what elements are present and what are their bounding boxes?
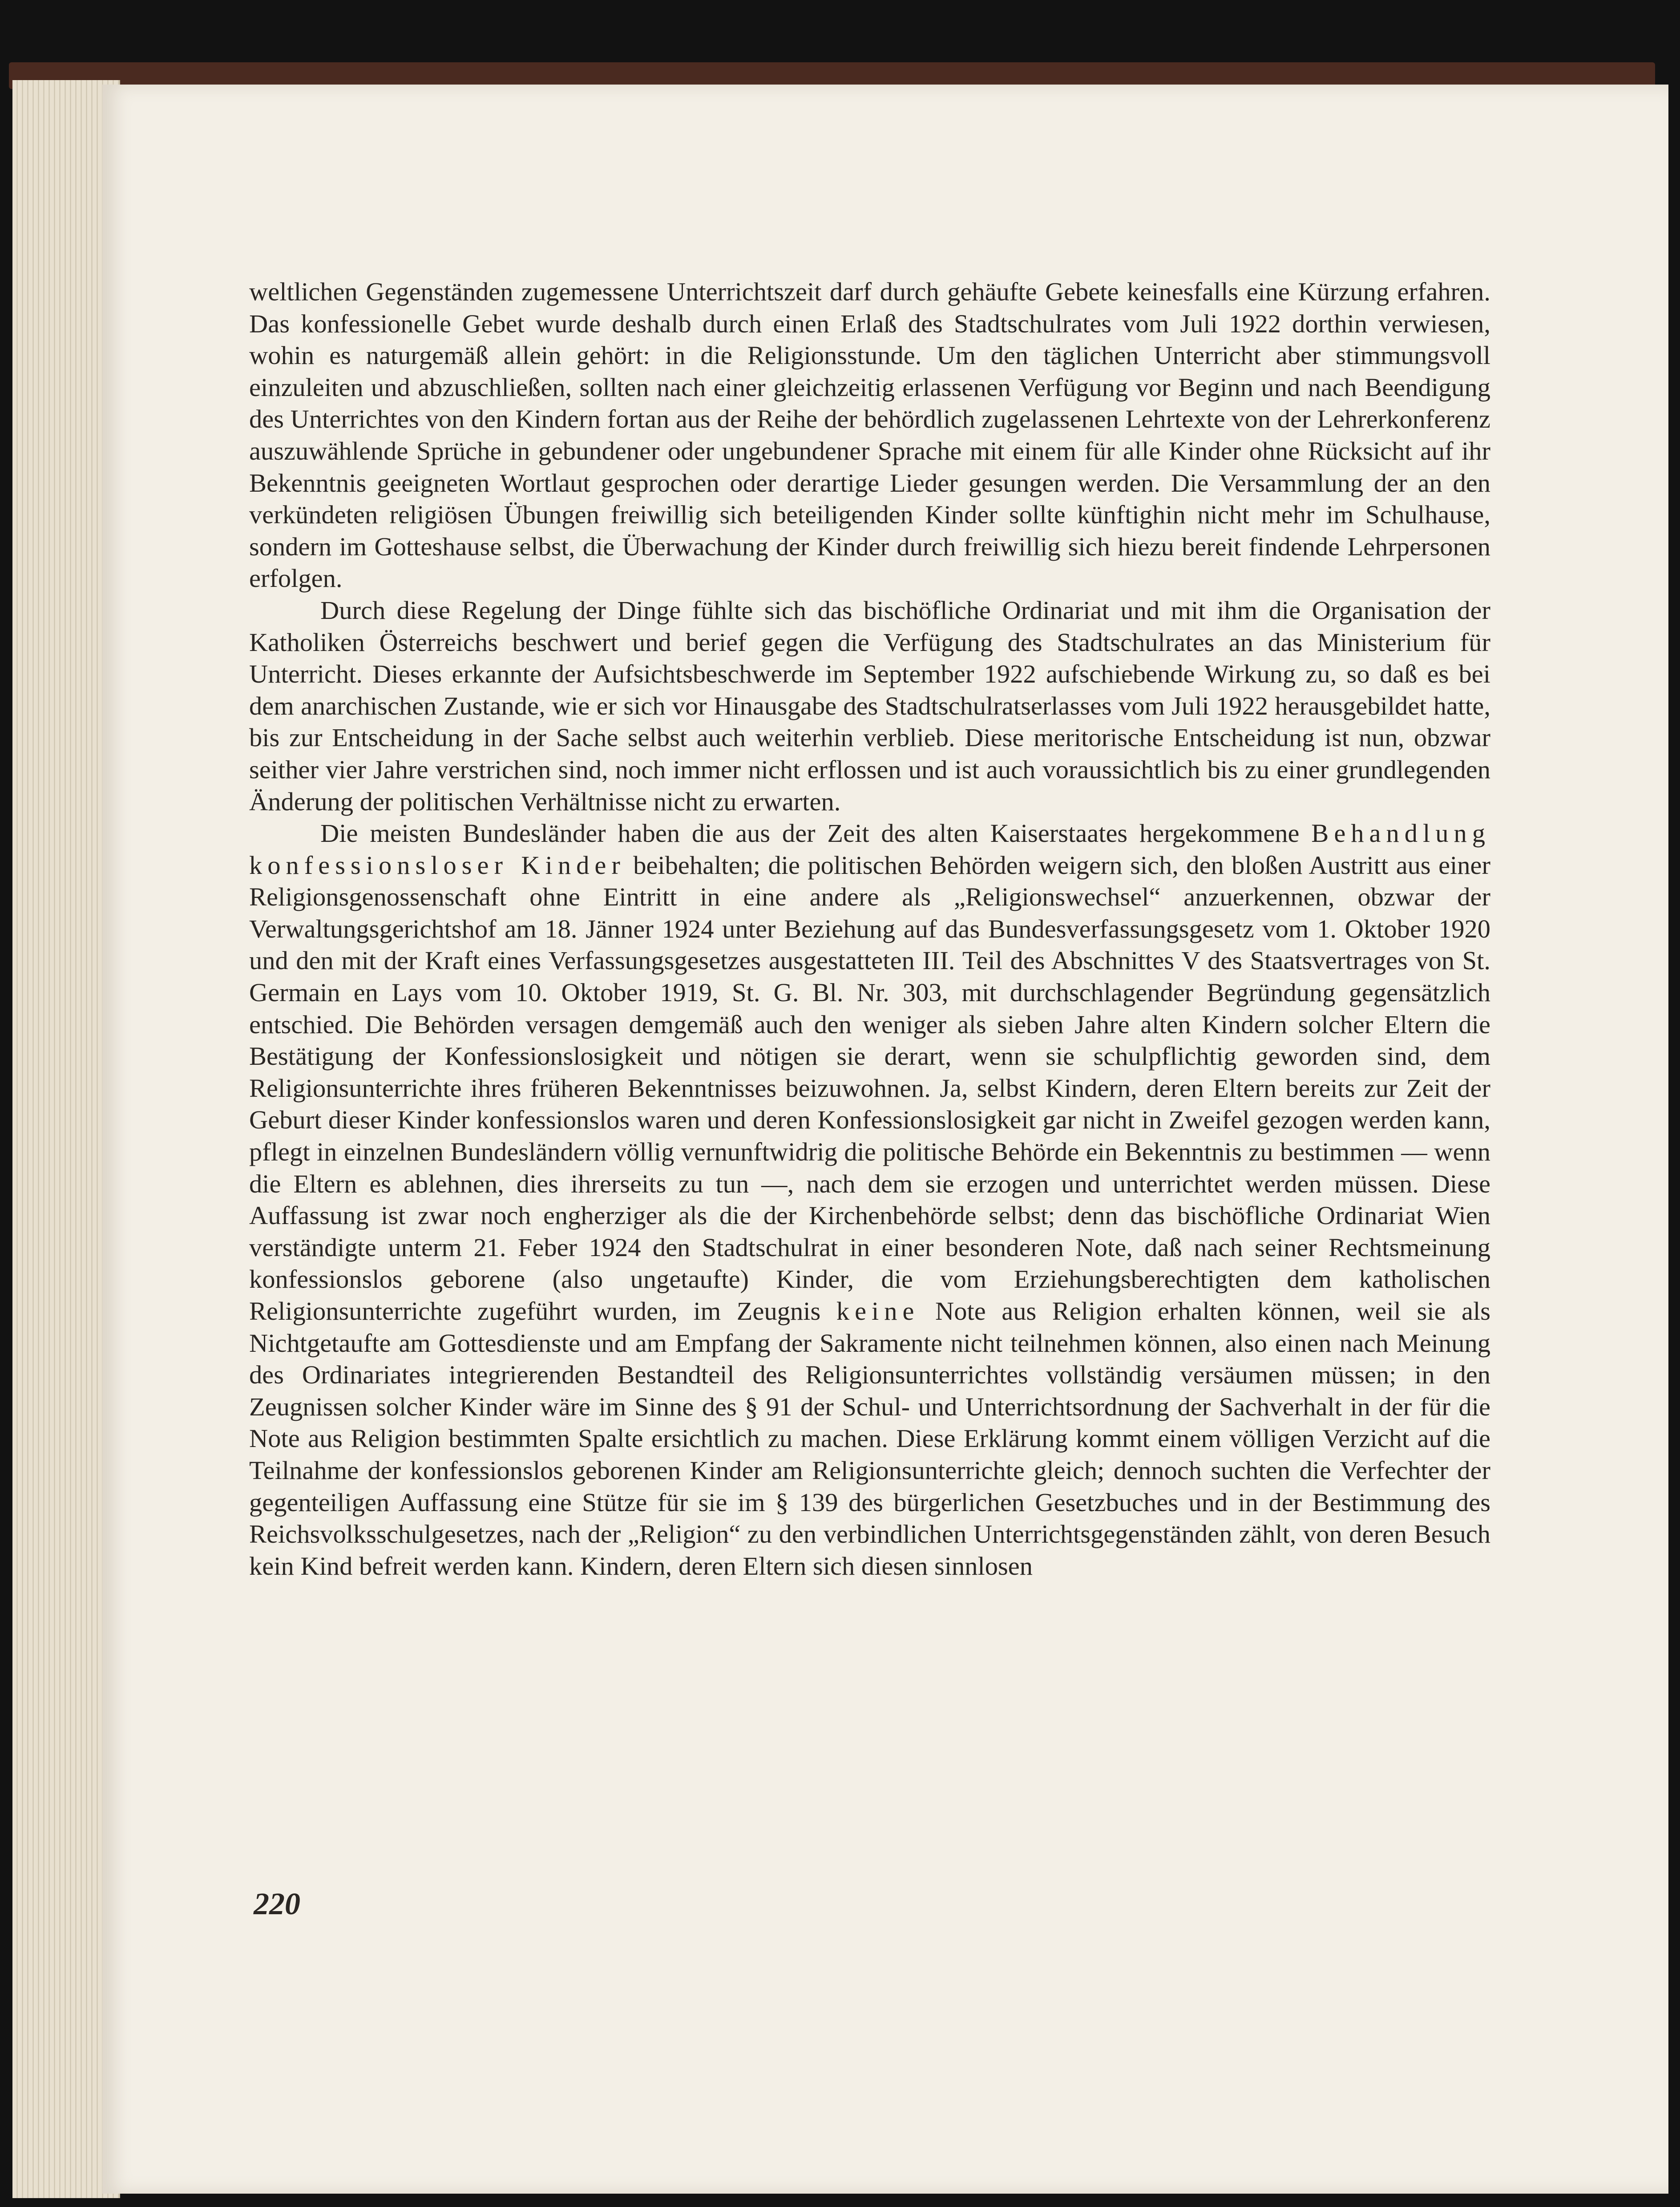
emphasized-word: keine <box>836 1297 920 1326</box>
emphasized-term: Behandlung konfessionsloser Kinder <box>249 819 1490 880</box>
paragraph-3-text-c: Note aus Religion erhalten können, weil sie als Nichtgetaufte am Gottesdienste und am Empfang der Sakramente nicht teilnehmen können, also einen nach Meinung des Ordinariates integrierenden Bestandteil des Religionsunterrichtes vollständig versäumen müssen; in den Zeugnissen solcher Kinder wäre im Sinne des § 91 der Schul- und Unterrichtsordnung der Sachverhalt in der für die Note aus Religion bestimmten Spalte ersichtlich zu machen. Diese Erklärung kommt einem völligen Verzicht auf die Teilnahme der konfessionslos geborenen Kinder am Religionsunterrichte gleich; dennoch suchten die Verfechter der gegenteiligen Auffassung eine Stütze für sie im § 139 des bürgerlichen Gesetzbuches und in der Bestimmung des Reichsvolksschulgesetzes, nach der „Religion“ zu den verbindlichen Unterrichtsgegenständen zählt, von deren Besuch kein Kind befreit werden kann. Kindern, deren Eltern sich diesen sinnlosen <box>249 1297 1490 1580</box>
paragraph-3 <box>249 817 1490 1582</box>
paragraph-3-text-b: beibehalten; die politischen Behörden weigern sich, den bloßen Austritt aus einer Religionsgenossenschaft ohne Eintritt in eine andere als „Religionswechsel“ anzuerkennen, obzwar der Verwaltungsgerichtshof am 18. Jänner 1924 unter Beziehung auf das Bundesverfassungsgesetz vom 1. Oktober 1920 und den mit der Kraft eines Verfassungsgesetzes ausgestatteten III. Teil des Abschnittes V des Staatsvertrages von St. Germain en Lays vom 10. Oktober 1919, St. G. Bl. Nr. 303, mit durchschlagender Begründung gegensätzlich entschied. Die Behörden versagen demgemäß auch den weniger als sieben Jahre alten Kindern solcher Eltern die Bestätigung der Konfessionslosigkeit und nötigen sie derart, wenn sie schulpflichtig geworden sind, dem Religionsunterrichte ihres früheren Bekenntnisses beizuwohnen. Ja, selbst Kindern, deren Eltern bereits zur Zeit der Geburt dieser Kinder konfessionslos waren und deren Konfessionslosigkeit gar nicht in Zweifel gezogen werden kann, pflegt in einzelnen Bundesländern völlig vernunftwidrig die politische Behörde ein Bekenntnis zu bestimmen — wenn die Eltern es ablehnen, dies ihrerseits zu tun —, nach dem sie erzogen und unterrichtet werden müssen. Diese Auffassung ist zwar noch engherziger als die der Kirchenbehörde selbst; denn das bischöfliche Ordinariat Wien verständigte unterm 21. Feber 1924 den Stadtschulrat in einer besonderen Note, daß nach seiner Rechtsmeinung konfessionslos geborene (also ungetaufte) Kinder, die vom Erziehungsberechtigten dem katholischen Religionsunterrichte zugeführt wurden, im Zeugnis <box>249 850 1490 1326</box>
body-text <box>249 276 1490 1582</box>
paragraph-2-text: Durch diese Regelung der Dinge fühlte sich das bischöfliche Ordinariat und mit ihm die Organisation der Katholiken Österreichs beschwert und berief gegen die Verfügung des Stadtschulrates an das Ministerium für Unterricht. Dieses erkannte der Aufsichtsbeschwerde im September 1922 aufschiebende Wirkung zu, so daß es bei dem anarchischen Zustande, wie er sich vor Hinausgabe des Stadtschulratserlasses vom Juli 1922 herausgebildet hatte, bis zur Entscheidung in der Sache selbst auch weiterhin verblieb. Diese meritorische Entscheidung ist nun, obzwar seither vier Jahre verstrichen sind, noch immer nicht erflossen und ist auch voraussichtlich bis zu einer grundlegenden Änderung der politischen Verhältnisse nicht zu erwarten. <box>249 595 1490 816</box>
paragraph-1 <box>249 276 1490 594</box>
paragraph-1-text: weltlichen Gegenständen zugemessene Unterrichtszeit darf durch gehäufte Gebete keinesfalls eine Kürzung erfahren. Das konfessionelle Gebet wurde deshalb durch einen Erlaß des Stadtschulrates vom Juli 1922 dorthin verwiesen, wohin es naturgemäß allein gehört: in die Religionsstunde. Um den täglichen Unterricht aber stimmungsvoll einzuleiten und abzuschließen, sollten nach einer gleichzeitig erlassenen Verfügung vor Beginn und nach Beendigung des Unterrichtes von den Kindern fortan aus der Reihe der behördlich zugelassenen Lehrtexte von der Lehrerkonferenz auszuwählende Sprüche in gebundener oder ungebundener Sprache mit einem für alle Kinder ohne Rücksicht auf ihr Bekenntnis geeigneten Wortlaut gesprochen oder derartige Lieder gesungen werden. Die Versammlung der an den verkündeten religiösen Übungen freiwillig sich beteiligenden Kinder sollte künftighin nicht mehr im Schulhause, sondern im Gotteshause selbst, die Überwachung der Kinder durch freiwillig sich hiezu bereit findende Lehrpersonen erfolgen. <box>249 277 1490 593</box>
paragraph-2 <box>249 594 1490 817</box>
page-number: 220 <box>254 1887 300 1921</box>
paragraph-3-text-a: Die meisten Bundesländer haben die aus der Zeit des alten Kaiserstaates hergekommene <box>320 819 1312 848</box>
